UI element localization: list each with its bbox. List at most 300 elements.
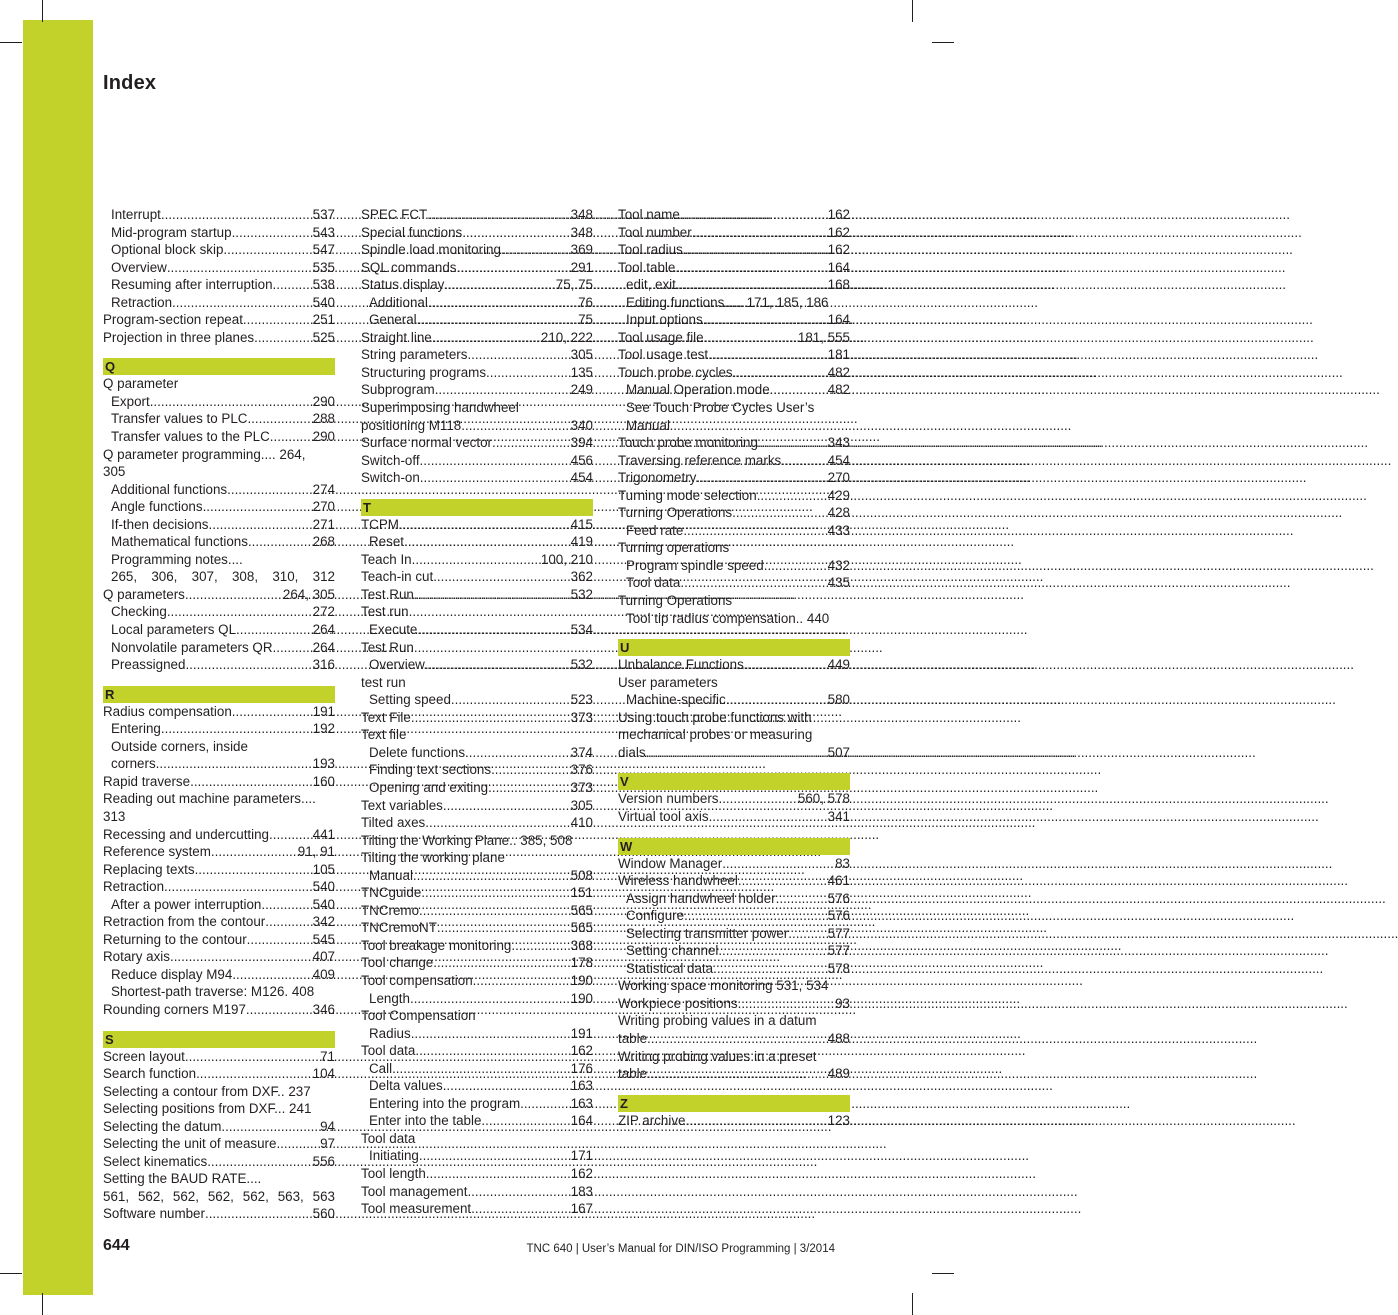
index-subentry [618, 557, 850, 575]
entry-term: Nonvolatile parameters QR [111, 639, 273, 655]
index-entry [361, 937, 593, 955]
dot-leader [692, 224, 825, 242]
dot-leader [520, 1095, 568, 1113]
entry-term: SQL commands [361, 259, 457, 275]
index-subentry [103, 481, 335, 499]
entry-page-ref: 270 [827, 470, 850, 486]
entry-line [361, 346, 593, 364]
entry-term: Q parameters [103, 586, 185, 602]
entry-term: Replacing texts [103, 861, 195, 877]
entry-page-ref: 190 [570, 990, 593, 1006]
entry-line [361, 1042, 593, 1060]
entry-line [618, 744, 850, 762]
entry-term: Switch-off [361, 452, 420, 468]
entry-line [361, 814, 593, 832]
entry-term: Overview [111, 259, 167, 275]
dot-leader [236, 621, 310, 639]
index-text-line: Superimposing handwheel [361, 400, 519, 416]
dot-leader [413, 867, 568, 885]
dot-leader [738, 995, 833, 1013]
index-subentry [361, 656, 593, 674]
page-ref: 312 [312, 569, 335, 585]
entry-page-ref: 407 [312, 949, 335, 965]
index-entry [361, 954, 593, 972]
entry-page-ref: 123 [827, 1112, 850, 1128]
entry-page-ref: 394 [570, 435, 593, 451]
entry-term: Enter into the table [369, 1113, 482, 1129]
index-text-line: User parameters [618, 674, 718, 690]
index-entry [103, 843, 335, 861]
entry-term: Selecting transmitter power [626, 925, 789, 941]
entry-term: Window Manager [618, 855, 723, 871]
entry-line [103, 703, 335, 721]
entry-term: Trigonometry [618, 470, 697, 486]
entry-term: Screen layout [103, 1048, 185, 1064]
entry-page-ref: 415 [570, 516, 593, 532]
dot-leader [733, 364, 825, 382]
crop-mark [0, 42, 22, 43]
dot-leader [433, 568, 567, 586]
dot-leader [404, 533, 568, 551]
index-entry [361, 902, 593, 920]
entry-term: Turning mode selection [618, 487, 757, 503]
index-subentry [103, 755, 335, 773]
index-subentry [361, 1147, 593, 1165]
entry-line [103, 913, 335, 931]
dot-leader [764, 557, 825, 575]
dot-leader [248, 533, 310, 551]
entry-term: Assign handwheel holder [626, 890, 776, 906]
entry-line [361, 1200, 593, 1218]
crop-mark [0, 1273, 22, 1274]
entry-line [361, 434, 593, 452]
index-entry [618, 259, 850, 277]
entry-page-ref: 288 [312, 411, 335, 427]
dot-leader [467, 346, 567, 364]
entry-term: Overview [369, 657, 425, 673]
entry-term: Touch probe monitoring [618, 435, 758, 451]
dot-leader [492, 434, 568, 452]
entry-term: Tool usage test [618, 347, 709, 363]
index-entry [618, 452, 850, 470]
entry-term: Entering into the program [369, 1095, 521, 1111]
entry-term: Retraction [103, 879, 165, 895]
entry-line [361, 241, 593, 259]
entry-page-ref: 419 [570, 534, 593, 550]
dot-leader [744, 656, 825, 674]
index-subentry [618, 574, 850, 592]
entry-page-ref: 369 [570, 242, 593, 258]
entry-term: Tool management [361, 1183, 468, 1199]
index-entry [361, 381, 593, 399]
entry-page-ref: 316 [312, 657, 335, 673]
entry-page-ref: 547 [312, 242, 335, 258]
dot-leader [246, 1001, 310, 1019]
entry-line [361, 797, 593, 815]
entry-page-ref: 482 [827, 364, 850, 380]
dot-leader [718, 942, 824, 960]
entry-term: Subprogram [361, 382, 435, 398]
page-ref: 562, [207, 1188, 234, 1204]
dot-leader [232, 703, 310, 721]
entry-line [111, 896, 335, 914]
entry-term: Checking [111, 604, 167, 620]
index-letter-heading: U [618, 639, 850, 656]
entry-line [618, 808, 850, 826]
entry-term: Switch-on [361, 470, 420, 486]
index-entry [618, 1065, 850, 1083]
entry-page-ref: 160 [312, 773, 335, 789]
index-entry [103, 826, 335, 844]
dot-leader [491, 761, 568, 779]
index-letter-heading: T [361, 499, 593, 516]
index-entry [103, 773, 335, 791]
dot-leader [680, 206, 825, 224]
dot-leader [647, 1065, 825, 1083]
index-text-line: Text file [361, 727, 407, 743]
entry-page-ref: 264 [312, 622, 335, 638]
entry-term: Manual Operation mode [626, 382, 770, 398]
entry-term: Setting speed [369, 692, 451, 708]
entry-page-ref: 183 [570, 1183, 593, 1199]
entry-page-ref: 162 [827, 224, 850, 240]
crop-mark [42, 1293, 43, 1315]
entry-line [103, 773, 335, 791]
dot-leader [411, 709, 568, 727]
dot-leader [425, 656, 568, 674]
entry-term: SPEC FCT [361, 207, 428, 222]
index-subentry [103, 259, 335, 277]
dot-leader [781, 452, 824, 470]
entry-page-ref: 162 [827, 242, 850, 258]
dot-leader [776, 890, 825, 908]
entry-term: Optional block skip [111, 242, 224, 258]
entry-page-ref: 540 [312, 879, 335, 895]
entry-page-ref: 210, 222 [540, 329, 593, 345]
entry-line [361, 259, 593, 277]
entry-page-ref: 433 [827, 522, 850, 538]
index-entry [361, 797, 593, 815]
index-entry [103, 1001, 335, 1019]
section-gap [618, 1083, 850, 1093]
entry-term: Selecting the datum [103, 1118, 222, 1134]
dot-leader [443, 797, 568, 815]
index-text-line: 305 [103, 464, 126, 480]
index-text-line: Editing functions..... 171, 185, 186 [626, 294, 829, 310]
entry-term: Reduce display M94 [111, 966, 233, 982]
dot-leader [211, 843, 295, 861]
entry-term: Preassigned [111, 657, 186, 673]
entry-page-ref: 525 [312, 329, 335, 345]
index-subentry [361, 1095, 593, 1113]
index-text-line: Tilting the working plane [361, 850, 505, 866]
entry-term: Rotary axis [103, 949, 170, 965]
entry-page-ref: 162 [827, 207, 850, 222]
entry-term: Tool breakage monitoring [361, 937, 512, 953]
index-subentry [103, 224, 335, 242]
index-entry [361, 709, 593, 727]
entry-term: Status display [361, 277, 445, 293]
page-ref: 561, [103, 1188, 130, 1204]
entry-line [369, 761, 593, 779]
index-entry [361, 1165, 593, 1183]
entry-page-ref: 181 [827, 347, 850, 363]
entry-line [369, 294, 593, 312]
index-entry [361, 884, 593, 902]
index-text-line: Q parameter [103, 376, 179, 392]
dot-leader [473, 972, 568, 990]
entry-term: Interrupt [111, 207, 161, 222]
dot-leader [758, 434, 825, 452]
crop-mark [932, 1273, 954, 1274]
entry-line [626, 942, 850, 960]
entry-term: Statistical data [626, 960, 714, 976]
entry-line [369, 867, 593, 885]
entry-line [618, 790, 850, 808]
entry-page-ref: 264 [312, 639, 335, 655]
index-entry [361, 276, 593, 294]
index-entry [361, 919, 593, 937]
dot-leader [223, 241, 309, 259]
entry-term: General [369, 312, 417, 328]
entry-line [111, 241, 335, 259]
index-subentry [103, 621, 335, 639]
entry-page-ref: 461 [827, 873, 850, 889]
dot-leader [232, 224, 310, 242]
index-entry [618, 808, 850, 826]
index-entry [618, 346, 850, 364]
entry-line [361, 224, 593, 242]
entry-term: Tool measurement [361, 1201, 472, 1217]
entry-term: Returning to the contour [103, 931, 247, 947]
entry-term: Initiating [369, 1148, 419, 1164]
dot-leader [185, 586, 280, 604]
entry-line [103, 329, 335, 347]
crop-mark [932, 42, 954, 43]
entry-line [361, 709, 593, 727]
entry-line [103, 1065, 335, 1083]
entry-line [618, 1030, 850, 1048]
entry-line [361, 452, 593, 470]
dot-leader [432, 329, 538, 347]
entry-line [369, 779, 593, 797]
dot-leader [410, 990, 568, 1008]
entry-term: Tool number [618, 224, 692, 240]
index-entry [103, 1153, 335, 1171]
entry-term: Text File [361, 709, 411, 725]
index-subentry [103, 241, 335, 259]
dot-leader [412, 551, 538, 569]
entry-term: Tilted axes [361, 815, 426, 831]
section-gap [618, 627, 850, 637]
dot-leader [462, 224, 567, 242]
entry-term: Radius [369, 1025, 411, 1041]
dot-leader [770, 381, 825, 399]
index-entry [361, 586, 593, 604]
dot-leader [269, 826, 310, 844]
index-entry [361, 814, 593, 832]
entry-page-ref: 193 [312, 756, 335, 772]
entry-page-ref: 167 [570, 1201, 593, 1217]
entry-line [369, 1147, 593, 1165]
index-entry [361, 206, 593, 224]
entry-page-ref: 305 [570, 347, 593, 363]
entry-line [626, 960, 850, 978]
entry-page-ref: 94 [320, 1118, 335, 1134]
page-ref: 563 [312, 1188, 335, 1204]
entry-term: Delete functions [369, 744, 466, 760]
index-entry [361, 1183, 593, 1201]
dot-leader [276, 1135, 317, 1153]
dot-leader [457, 259, 568, 277]
index-text-line: Tool data [361, 1130, 416, 1146]
index-page-list [103, 1188, 335, 1206]
entry-term: Length [369, 990, 410, 1006]
page-ref: 562, [137, 1188, 164, 1204]
entry-term: Opening and exiting [369, 779, 489, 795]
index-entry [361, 346, 593, 364]
dot-leader [167, 259, 310, 277]
entry-page-ref: 164 [827, 259, 850, 275]
entry-page-ref: 264, 305 [282, 586, 335, 602]
entry-term: Tool radius [618, 242, 683, 258]
entry-term: corners [111, 756, 156, 772]
entry-page-ref: 545 [312, 931, 335, 947]
entry-page-ref: 535 [312, 259, 335, 275]
entry-page-ref: 104 [312, 1066, 335, 1082]
dot-leader [680, 574, 824, 592]
entry-page-ref: 435 [827, 575, 850, 591]
entry-page-ref: 565 [570, 920, 593, 936]
entry-line [361, 954, 593, 972]
entry-line [361, 364, 593, 382]
dot-leader [161, 720, 310, 738]
entry-line [103, 878, 335, 896]
entry-page-ref: 543 [312, 224, 335, 240]
index-entry [103, 1065, 335, 1083]
dot-leader [426, 1165, 568, 1183]
entry-line [103, 1205, 335, 1223]
index-text-line: Reading out machine parameters.... [103, 791, 316, 807]
entry-term: Tool name [618, 207, 680, 222]
entry-term: Software number [103, 1206, 205, 1222]
entry-line [361, 417, 593, 435]
dot-leader [232, 966, 309, 984]
entry-page-ref: 340 [570, 417, 593, 433]
entry-page-ref: 540 [312, 896, 335, 912]
entry-page-ref: 162 [570, 1165, 593, 1181]
entry-term: Machine-specific [626, 692, 726, 708]
entry-page-ref: 163 [570, 1078, 593, 1094]
entry-page-ref: 556 [312, 1153, 335, 1169]
entry-term: Traversing reference marks [618, 452, 782, 468]
entry-page-ref: 271 [312, 516, 335, 532]
index-text-line: Using touch probe functions with [618, 709, 812, 725]
dot-leader [437, 919, 568, 937]
entry-term: Select kinematics [103, 1153, 208, 1169]
index-entry [618, 1112, 850, 1130]
entry-term: table [618, 1066, 648, 1082]
entry-page-ref: 577 [827, 943, 850, 959]
index-entry [103, 931, 335, 949]
index-subentry [103, 294, 335, 312]
entry-line [111, 206, 335, 224]
entry-term: Reference system [103, 844, 211, 860]
entry-term: Mathematical functions [111, 534, 248, 550]
entry-page-ref: 429 [827, 487, 850, 503]
index-subentry [361, 990, 593, 1008]
index-entry [361, 241, 593, 259]
entry-page-ref: 454 [827, 452, 850, 468]
dot-leader [511, 937, 567, 955]
entry-page-ref: 373 [570, 709, 593, 725]
entry-page-ref: 97 [320, 1136, 335, 1152]
index-entry [618, 434, 850, 452]
entry-term: Version numbers [618, 791, 719, 807]
index-entry [361, 1042, 593, 1060]
index-entry [361, 417, 593, 435]
entry-line [111, 621, 335, 639]
index-entry [361, 329, 593, 347]
index-text-line: Tilting the Working Plane.. 385, 508 [361, 832, 573, 848]
entry-page-ref: 576 [827, 908, 850, 924]
entry-line [369, 311, 593, 329]
entry-line [626, 890, 850, 908]
index-entry [361, 568, 593, 586]
index-subentry [618, 942, 850, 960]
index-text-line: See Touch Probe Cycles User’s [626, 400, 815, 416]
entry-page-ref: 291 [570, 259, 593, 275]
index-text-line: Manual [626, 417, 670, 433]
entry-page-ref: 565 [570, 902, 593, 918]
dot-leader [196, 1065, 310, 1083]
dot-leader [419, 1147, 568, 1165]
entry-page-ref: 191 [570, 1025, 593, 1041]
index-entry [618, 469, 850, 487]
index-subentry [618, 960, 850, 978]
entry-term: Search function [103, 1066, 197, 1082]
index-subentry [361, 621, 593, 639]
entry-line [369, 621, 593, 639]
section-gap [361, 487, 593, 497]
index-entry [361, 469, 593, 487]
entry-line [618, 206, 850, 224]
index-entry [618, 224, 850, 242]
dot-leader [703, 311, 825, 329]
entry-page-ref: 290 [312, 393, 335, 409]
index-entry [103, 703, 335, 721]
entry-page-ref: 100, 210 [540, 551, 593, 567]
entry-line [618, 469, 850, 487]
entry-page-ref: 346 [312, 1001, 335, 1017]
index-subentry [103, 720, 335, 738]
index-subentry [618, 381, 850, 399]
page-ref: 308, [231, 569, 259, 585]
page-ref: 562, [172, 1188, 199, 1204]
index-text-line: mechanical probes or measuring [618, 727, 813, 743]
index-text-line: Q parameter programming.... 264, [103, 446, 306, 462]
index-text-line: Test Run [361, 639, 414, 655]
entry-term: Workpiece positions [618, 995, 738, 1011]
entry-line [361, 469, 593, 487]
entry-term: TNCremo [361, 902, 420, 918]
entry-term: If-then decisions [111, 516, 209, 532]
entry-page-ref: 532 [570, 586, 593, 602]
entry-term: Rounding corners M197 [103, 1001, 246, 1017]
entry-page-ref: 178 [570, 955, 593, 971]
dot-leader [486, 364, 568, 382]
entry-term: Touch probe cycles [618, 364, 733, 380]
